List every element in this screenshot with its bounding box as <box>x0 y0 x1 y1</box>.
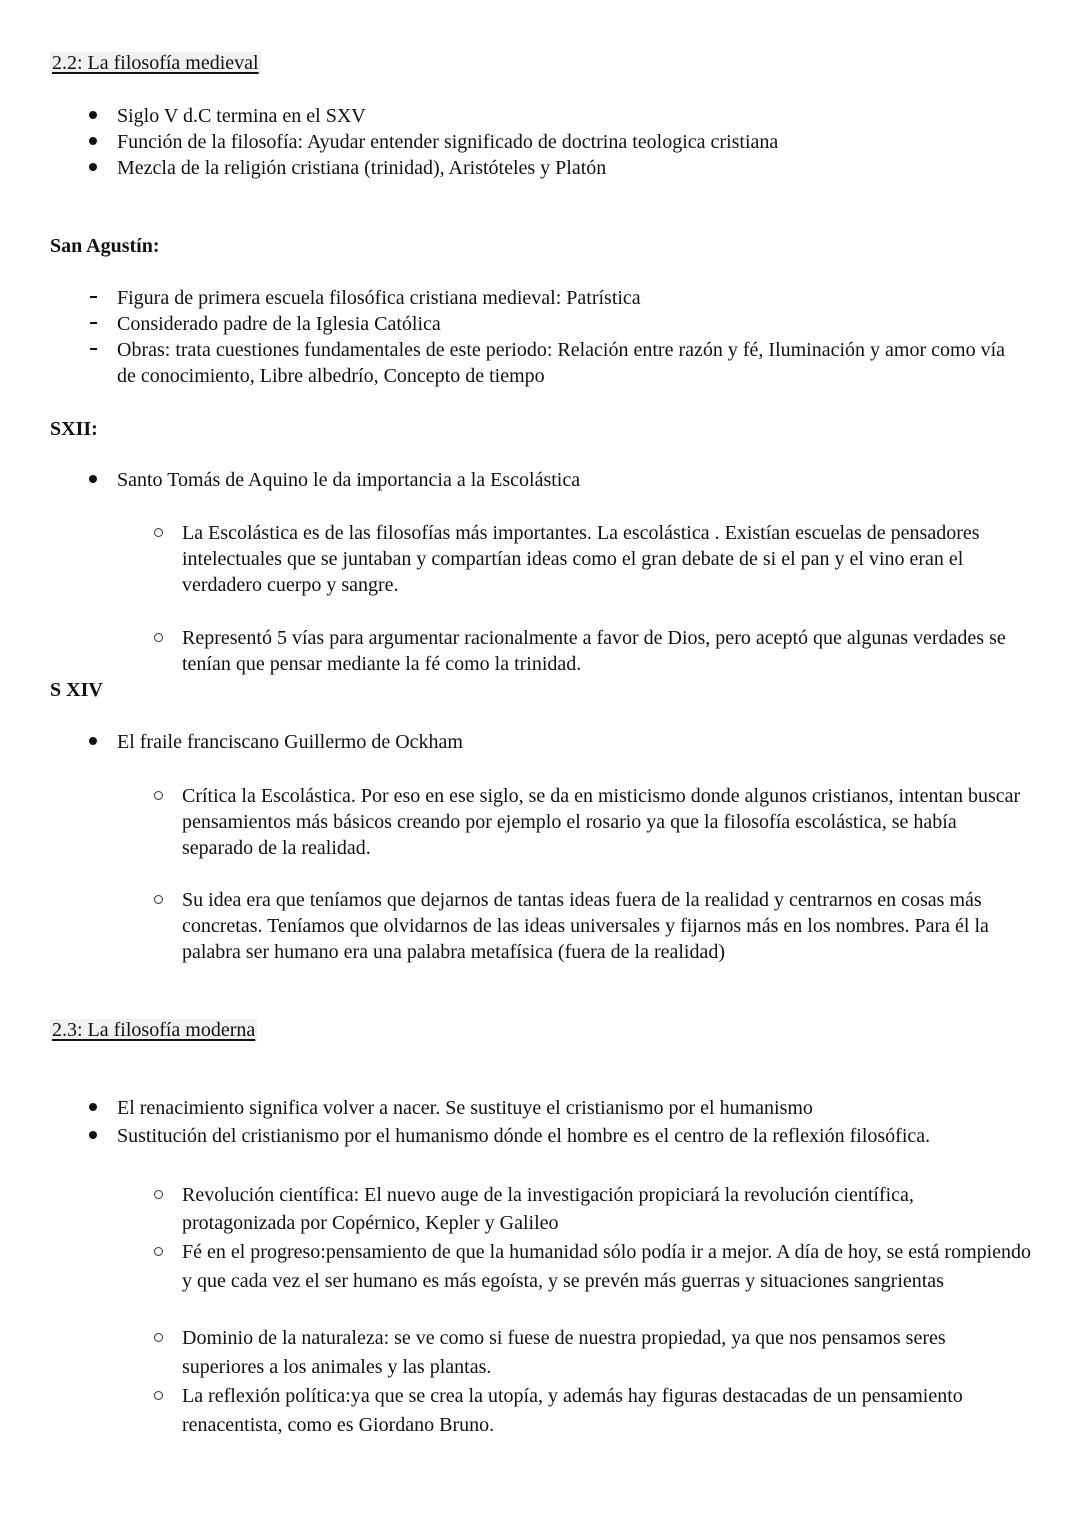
list-item <box>117 729 1027 755</box>
section-heading-medieval[interactable] <box>50 50 261 76</box>
list-item <box>117 467 1027 493</box>
list-item-text: Obras: trata cuestiones fundamentales de este periodo: Relación entre razón y fé, Iluminación y amor como vía de conocimiento, Libre albedrío, Concepto de tiempo <box>117 339 1006 387</box>
sub-list-item <box>182 625 1032 677</box>
heading-link-medieval[interactable]: 2.2: La filosofía medieval <box>52 52 259 74</box>
bullet-disc-icon <box>83 129 103 155</box>
list-item <box>117 1095 1027 1121</box>
subsection-title-sxii: SXII: <box>50 418 98 440</box>
bullet-circle-icon <box>148 1324 168 1353</box>
bullet-disc-icon <box>83 729 103 755</box>
bullet-circle-icon <box>148 887 168 913</box>
sub-list-item-text: Representó 5 vías para argumentar racionalmente a favor de Dios, pero aceptó que algunas verdades se tenían que pensar mediante la fé como la trinidad. <box>182 627 1006 675</box>
list-item-text: Figura de primera escuela filosófica cristiana medieval: Patrística <box>117 287 641 309</box>
sub-list-item <box>182 1238 1032 1296</box>
dash-bullet-icon <box>83 337 103 363</box>
list-item <box>117 155 1027 181</box>
sub-list-item-text: Su idea era que teníamos que dejarnos de tantas ideas fuera de la realidad y centrarnos en cosas más concretas. Teníamos que olvidarnos de las ideas universales y fijarnos más en los nombres. Para él la palabra ser humano era una palabra metafísica (fuera de la realidad) <box>182 889 989 963</box>
bullet-circle-icon <box>148 520 168 546</box>
list-item-text: Santo Tomás de Aquino le da importancia a la Escolástica <box>117 469 581 491</box>
list-item <box>117 337 1027 389</box>
dash-bullet-icon <box>83 311 103 337</box>
list-item <box>117 129 1027 155</box>
bullet-circle-icon <box>148 783 168 809</box>
bullet-disc-icon <box>83 1123 103 1149</box>
sub-list-item-text: Crítica la Escolástica. Por eso en ese siglo, se da en misticismo donde algunos cristianos, intentan buscar pensamientos más básicos creando por ejemplo el rosario ya que la filosofía escolástica, se había separado de la realidad. <box>182 785 1021 859</box>
list-item-text: El fraile franciscano Guillermo de Ockham <box>117 731 463 753</box>
dash-bullet-icon <box>83 285 103 311</box>
list-item-text: El renacimiento significa volver a nacer. Se sustituye el cristianismo por el humanismo <box>117 1097 813 1119</box>
sub-list-item <box>182 783 1032 861</box>
list-item <box>117 285 1027 311</box>
section-heading-moderna[interactable] <box>50 1017 257 1043</box>
list-item-text: Siglo V d.C termina en el SXV <box>117 105 366 127</box>
bullet-circle-icon <box>148 1181 168 1209</box>
sub-list-item <box>182 1324 1032 1382</box>
bullet-circle-icon <box>148 625 168 651</box>
list-item-text: Considerado padre de la Iglesia Católica <box>117 313 441 335</box>
list-item-text: Mezcla de la religión cristiana (trinidad), Aristóteles y Platón <box>117 157 607 179</box>
list-item <box>117 311 1027 337</box>
sub-list-item-text: Revolución científica: El nuevo auge de la investigación propiciará la revolución científica, protagonizada por Copérnico, Kepler y Galileo <box>182 1184 914 1234</box>
sub-list-item <box>182 887 1032 965</box>
sub-list-item <box>182 1181 1032 1237</box>
list-item <box>117 103 1027 129</box>
list-item-text: Función de la filosofía: Ayudar entender significado de doctrina teologica cristiana <box>117 131 779 153</box>
subsection-title-sxiv: S XIV <box>50 679 103 701</box>
sub-list-item-text: Dominio de la naturaleza: se ve como si fuese de nuestra propiedad, ya que nos pensamos seres superiores a los animales y las plantas. <box>182 1327 946 1378</box>
sub-list-item-text: Fé en el progreso:pensamiento de que la humanidad sólo podía ir a mejor. A día de hoy, se está rompiendo y que cada vez el ser humano es más egoísta, y se prevén más guerras y situaciones sangrientas <box>182 1241 1032 1292</box>
bullet-disc-icon <box>83 103 103 129</box>
list-item <box>117 1123 1027 1149</box>
subsection-title-san-agustin: San Agustín: <box>50 235 160 257</box>
sub-list-item-text: La reflexión política:ya que se crea la utopía, y además hay figuras destacadas de un pensamiento renacentista, como es Giordano Bruno. <box>182 1385 963 1436</box>
heading-link-moderna[interactable]: 2.3: La filosofía moderna <box>52 1019 256 1041</box>
list-item-text: Sustitución del cristianismo por el humanismo dónde el hombre es el centro de la reflexión filosófica. <box>117 1125 931 1147</box>
sub-list-item-text: La Escolástica es de las filosofías más importantes. La escolástica . Existían escuelas de pensadores intelectuales que se juntaban y compartían ideas como el gran debate de si el pan y el vino eran el verdadero cuerpo y sangre. <box>182 522 980 596</box>
bullet-circle-icon <box>148 1238 168 1267</box>
bullet-circle-icon <box>148 1382 168 1411</box>
bullet-disc-icon <box>83 467 103 493</box>
bullet-disc-icon <box>83 1095 103 1121</box>
sub-list-item <box>182 520 1032 598</box>
sub-list-item <box>182 1382 1032 1440</box>
bullet-disc-icon <box>83 155 103 181</box>
